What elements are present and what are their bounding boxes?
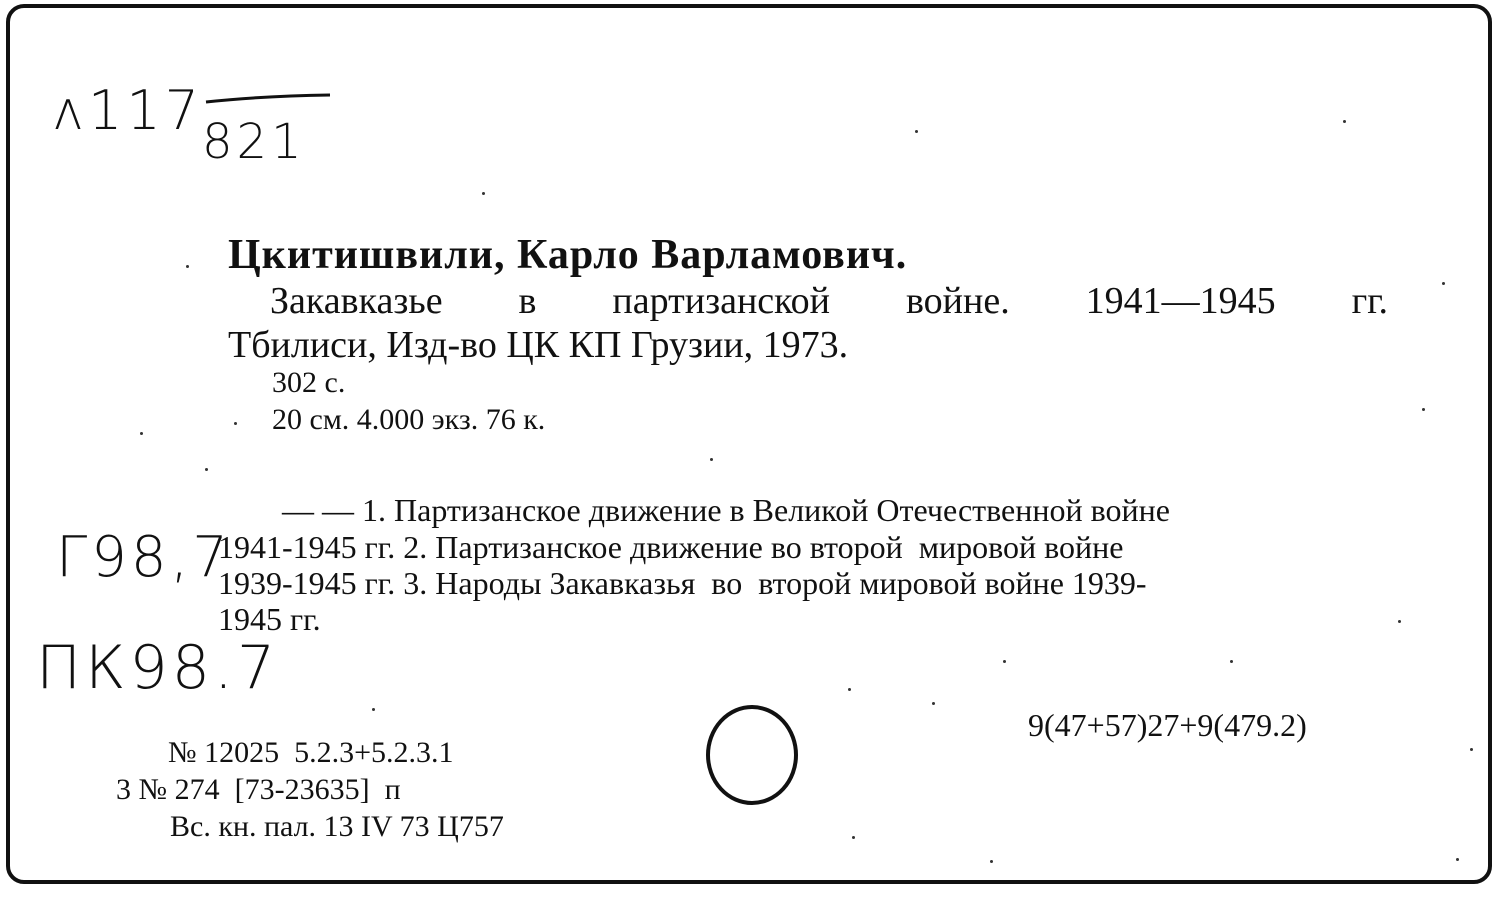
title-line bbox=[270, 282, 1388, 320]
handwritten-top-denominator: 821 bbox=[202, 114, 306, 170]
circle-mark bbox=[708, 707, 796, 803]
footer-line-1: № 12025 5.2.3+5.2.3.1 bbox=[168, 736, 454, 769]
footer-line-3: Вс. кн. пал. 13 IV 73 Ц757 bbox=[170, 810, 504, 843]
imprint-line: Тбилиси, Изд-во ЦК КП Грузии, 1973. bbox=[228, 324, 849, 366]
speck bbox=[990, 860, 993, 863]
speck bbox=[1442, 282, 1445, 285]
speck bbox=[1470, 748, 1473, 751]
speck bbox=[140, 432, 143, 435]
speck bbox=[234, 422, 237, 425]
speck bbox=[1230, 660, 1233, 663]
speck bbox=[852, 836, 855, 839]
title-word: войне. bbox=[905, 280, 1010, 322]
speck bbox=[482, 192, 485, 195]
handwritten-top-code: ʌ117 bbox=[52, 79, 204, 142]
handwritten-left-code-2: ПК98.7 bbox=[36, 633, 280, 703]
author-heading: Цкитишвили, Карло Варламович. bbox=[228, 232, 908, 278]
speck bbox=[1422, 408, 1425, 411]
title-word: гг. bbox=[1351, 280, 1388, 322]
speck bbox=[205, 468, 208, 471]
title-word: Закавказье bbox=[270, 280, 443, 322]
title-word: партизанской bbox=[612, 280, 831, 322]
speck bbox=[710, 458, 713, 461]
speck bbox=[372, 708, 375, 711]
subjects-line-2: 1941-1945 гг. 2. Партизанское движение во второй мировой войне bbox=[218, 529, 1124, 565]
speck bbox=[932, 702, 935, 705]
speck bbox=[915, 130, 918, 133]
subjects-line-4: 1945 гг. bbox=[218, 601, 321, 637]
footer-line-2: 3 № 274 [73-23635] п bbox=[116, 773, 401, 806]
speck bbox=[1456, 858, 1459, 861]
subjects-line-1: — — 1. Партизанское движение в Великой Отечественной войне bbox=[282, 492, 1170, 528]
pages-line: 302 с. bbox=[272, 366, 346, 399]
speck bbox=[1343, 120, 1346, 123]
subjects-line-3: 1939-1945 гг. 3. Народы Закавказья во второй мировой войне 1939- bbox=[218, 565, 1147, 601]
speck bbox=[1003, 660, 1006, 663]
speck bbox=[186, 265, 189, 268]
speck bbox=[1398, 620, 1401, 623]
size-price-line: 20 см. 4.000 экз. 76 к. bbox=[272, 403, 546, 436]
title-word: в bbox=[518, 280, 537, 322]
title-word: 1941—1945 bbox=[1085, 280, 1276, 322]
handwritten-left-code-1: Г98,7 bbox=[56, 525, 232, 590]
speck bbox=[848, 688, 851, 691]
classification-index: 9(47+57)27+9(479.2) bbox=[1028, 707, 1307, 743]
